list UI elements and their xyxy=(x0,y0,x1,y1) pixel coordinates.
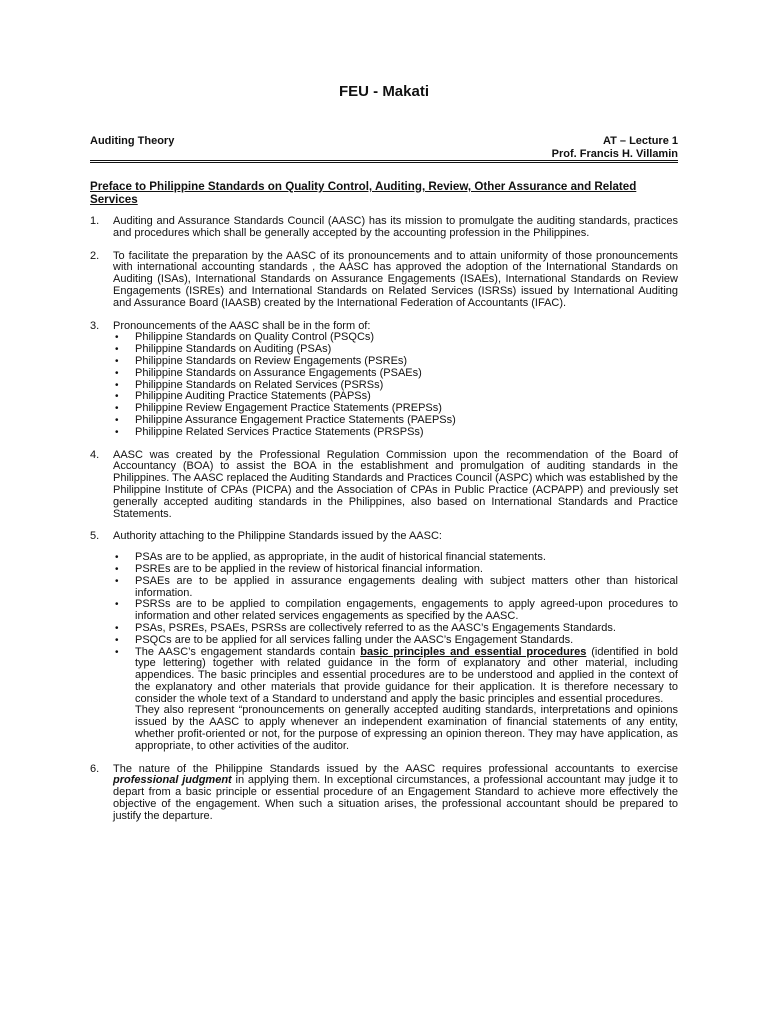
professor-name: Prof. Francis H. Villamin xyxy=(551,148,678,160)
list-item: • Philippine Auditing Practice Statements (PAPSs) xyxy=(113,391,678,403)
list-item xyxy=(113,647,678,753)
section-title: Preface to Philippine Standards on Quality Control, Auditing, Review, Other Assurance and Related Services xyxy=(90,180,637,206)
list-item: • Philippine Related Services Practice Statements (PRSPSs) xyxy=(113,427,678,439)
list-item: • Philippine Standards on Review Engagements (PSREs) xyxy=(113,356,678,368)
list-item: • Philippine Assurance Engagement Practice Statements (PAEPSs) xyxy=(113,415,678,427)
list-item: • PSQCs are to be applied for all services falling under the AASC’s Engagement Standards. xyxy=(113,635,678,647)
list-item: • PSAs, PSREs, PSAEs, PSRSs are collectively referred to as the AASC’s Engagements Standards. xyxy=(113,623,678,635)
list-item: • Philippine Standards on Assurance Engagements (PSAEs) xyxy=(113,368,678,380)
numbered-item-2 xyxy=(90,251,678,310)
lecture-info xyxy=(552,135,678,161)
item-number: 3. xyxy=(90,319,100,332)
header-divider xyxy=(90,160,678,163)
lecture-number: AT – Lecture 1 xyxy=(603,135,678,147)
list-item: • Philippine Review Engagement Practice Statements (PREPSs) xyxy=(113,403,678,415)
list-item: • PSAs are to be applied, as appropriate, in the audit of historical financial statements. xyxy=(113,552,678,564)
list-item: • Philippine Standards on Quality Control (PSQCs) xyxy=(113,332,678,344)
quote-paragraph: They also represent “pronouncements on generally accepted auditing standards, interpretations and opinions issued by the AASC to apply whenever an independent examination of financial statements of any entity, whether profit-oriented or not, for the purpose of expressing an opinion thereon. They may have application, as appropriate, to other activities of the auditor. xyxy=(135,704,678,752)
list-item: • Philippine Standards on Related Services (PSRSs) xyxy=(113,380,678,392)
numbered-item-1 xyxy=(90,216,678,240)
authority-list xyxy=(113,552,678,753)
item-text: Pronouncements of the AASC shall be in the form of: xyxy=(113,319,371,332)
item-text: Auditing and Assurance Standards Council (AASC) has its mission to promulgate the auditing standards, practices and procedures which shall be generally accepted by the accounting profession in the Philippines. xyxy=(113,215,678,239)
item-text xyxy=(113,764,678,823)
document-body xyxy=(90,181,678,834)
numbered-item-5 xyxy=(90,531,678,752)
item-number: 2. xyxy=(90,249,100,262)
emphasis-text: basic principles and essential procedures xyxy=(360,645,587,658)
text-run: in applying them. In exceptional circumstances, a professional accountant may judge it to depart from a basic principle or essential procedure of an Engagement Standard to achieve more effectively the objective of the engagement. When such a situation arises, the professional accountant should be prepared to justify the departure. xyxy=(113,774,678,822)
item-text: To facilitate the preparation by the AASC of its pronouncements and to attain uniformity of those pronouncements with international accounting standards , the AASC has approved the adoption of the International Standards on Auditing (ISAs), International Standards on Assurance Engagements (ISAEs), International Standards on Review Engagements (ISREs) and International Standards on Related Services (ISRSs) issued by International Auditing and Assurance Board (IAASB) created by the International Federation of Accountants (IFAC). xyxy=(113,249,678,309)
item-text: AASC was created by the Professional Regulation Commission upon the recommendation of the Board of Accountancy (BOA) to assist the BOA in the establishment and promulgation of auditing standards in the Philippines. The AASC replaced the Auditing Standards and Practices Council (ASPC) which was established by the Philippine Institute of CPAs (PICPA) and the Association of CPAs in Public Practice (ACPAPP) and previously set generally accepted auditing standards in the Philippines, also based on International Standards and Practice Statements. xyxy=(113,448,678,520)
list-item: • PSRSs are to be applied to compilation engagements, engagements to apply agreed-upon procedures to information and other related services engagements as specified by the AASC. xyxy=(113,599,678,623)
list-item: • PSAEs are to be applied in assurance engagements dealing with subject matters other than historical information. xyxy=(113,576,678,600)
item-number: 1. xyxy=(90,215,100,227)
text-run: (identified in bold type lettering) together with related guidance in the form of explanatory and other material, including appendices. The basic principles and essential procedures are to be understood and applied in the context of the explanatory and other materials that provide guidance for their application. It is therefore necessary to consider the whole text of a Standard to understand and apply the basic principles and essential procedures. xyxy=(135,645,678,705)
pronouncement-list xyxy=(113,332,678,438)
numbered-item-6 xyxy=(90,764,678,823)
list-item: • PSREs are to be applied in the review of historical financial information. xyxy=(113,564,678,576)
numbered-item-3 xyxy=(90,321,678,439)
text-run: The AASC’s engagement standards contain xyxy=(135,645,361,658)
school-title: FEU - Makati xyxy=(338,83,429,100)
text-run: The nature of the Philippine Standards issued by the AASC requires professional accountants to exercise xyxy=(113,762,678,775)
course-name: Auditing Theory xyxy=(90,135,175,147)
item-number: 6. xyxy=(90,762,100,775)
item-number: 5. xyxy=(90,530,100,543)
emphasis-text: professional judgment xyxy=(113,774,232,787)
item-text: Authority attaching to the Philippine Standards issued by the AASC: xyxy=(113,530,442,543)
list-item: • Philippine Standards on Auditing (PSAs) xyxy=(113,344,678,356)
numbered-item-4 xyxy=(90,450,678,521)
item-number: 4. xyxy=(90,448,100,461)
